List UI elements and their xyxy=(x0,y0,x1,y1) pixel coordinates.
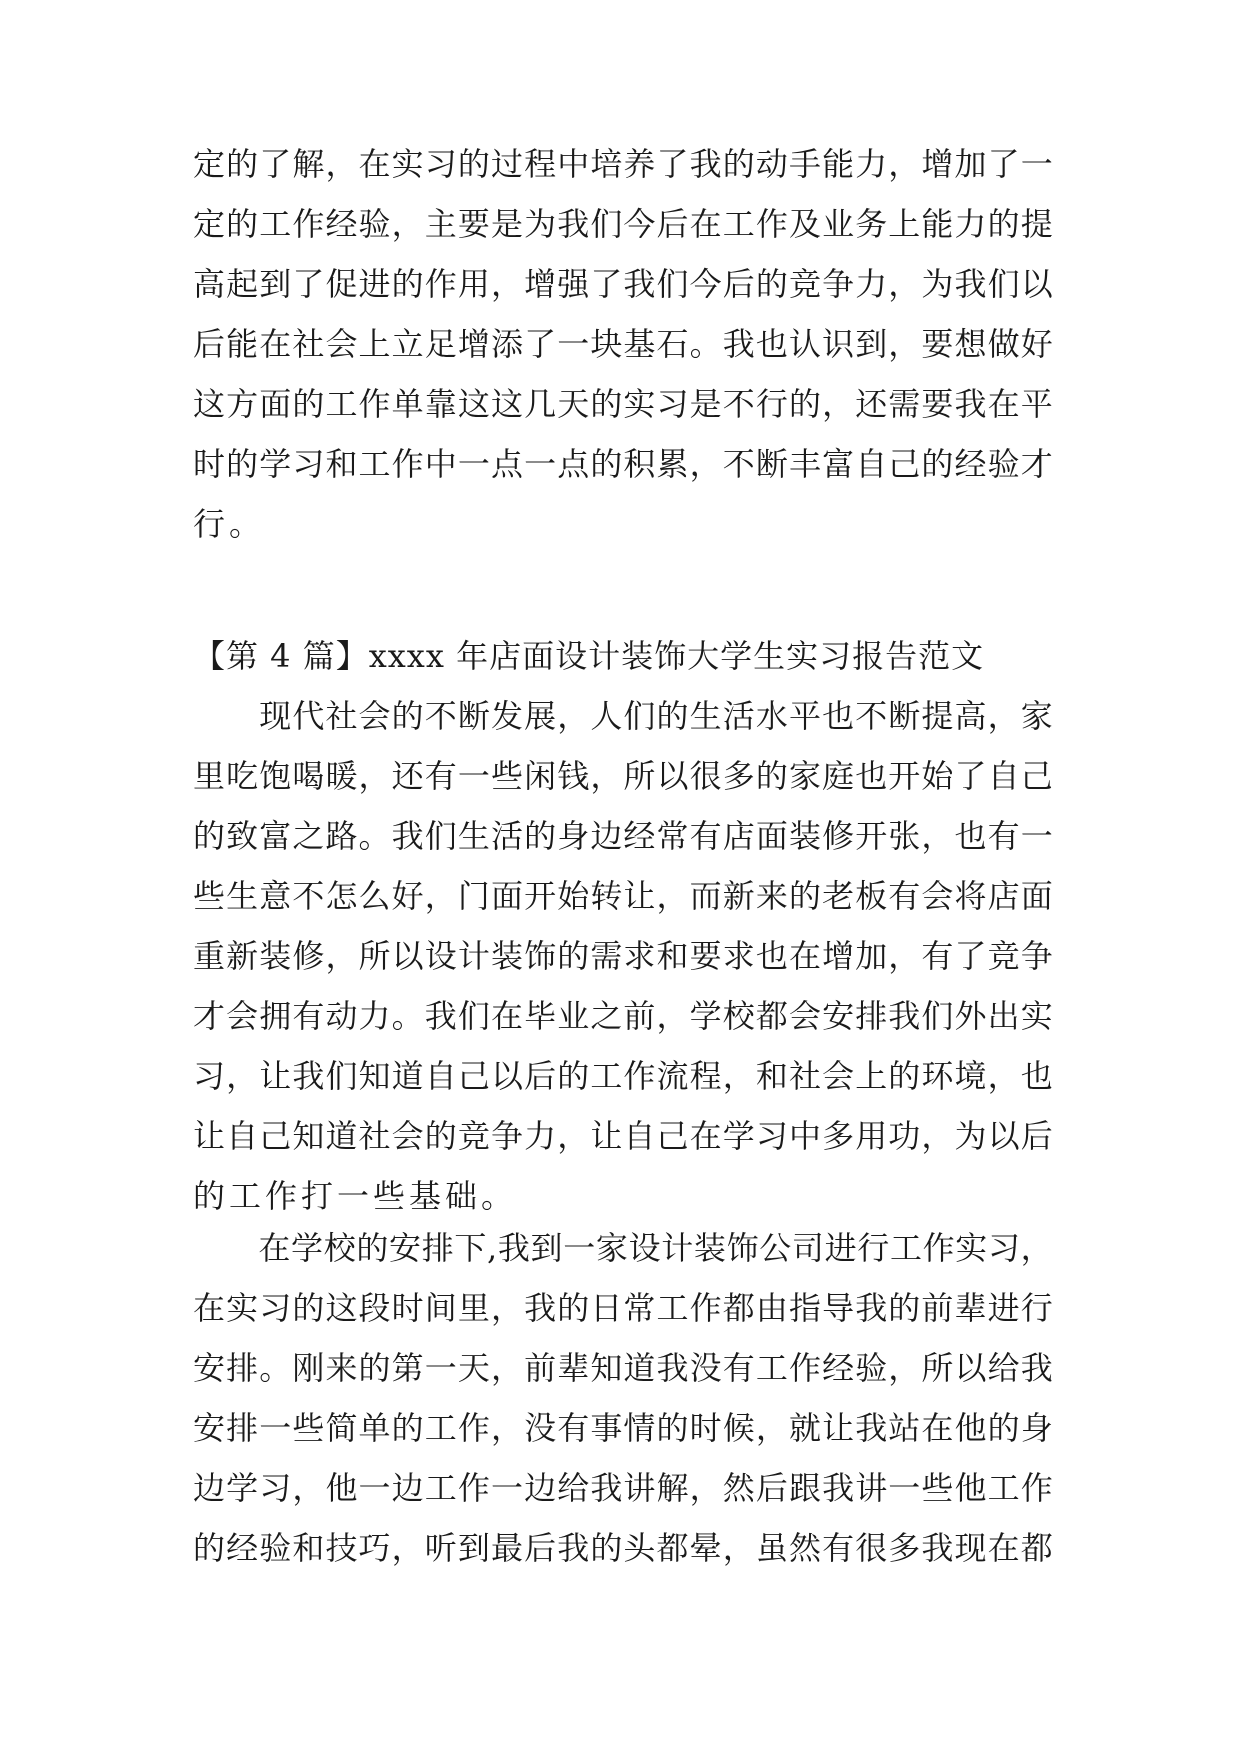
text-line: 高 起 到 了 促 进 的 作 用 ， 增 强 了 我 们 今 后 的 竞 争 力 ， 为 我 们 以 xyxy=(193,265,1053,303)
text-line: 习 ， 让 我 们 知 道 自 己 以 后 的 工 作 流 程 ， 和 社 会 上 的 环 境 ， 也 xyxy=(193,1057,1053,1095)
text-line: 后 能 在 社 会 上 立 足 增 添 了 一 块 基 石 。 我 也 认 识 到 ， 要 想 做 好 xyxy=(193,325,1053,363)
text-line: 些 生 意 不 怎 么 好 ， 门 面 开 始 转 让 ， 而 新 来 的 老 板 有 会 将 店 面 xyxy=(193,877,1053,915)
paragraph-internship xyxy=(193,1218,1053,1578)
text-line: 在 实 习 的 这 段 时 间 里 ， 我 的 日 常 工 作 都 由 指 导 我 的 前 辈 进 行 xyxy=(193,1289,1053,1327)
text-line: 安 排 一 些 简 单 的 工 作 ， 没 有 事 情 的 时 候 ， 就 让 我 站 在 他 的 身 xyxy=(193,1409,1053,1447)
text-line: 定 的 工 作 经 验 ， 主 要 是 为 我 们 今 后 在 工 作 及 业 务 上 能 力 的 提 xyxy=(193,205,1053,243)
paragraph-intro xyxy=(193,686,1053,1226)
text-line: 在 学 校 的 安 排 下 , 我 到 一 家 设 计 装 饰 公 司 进 行 工 作 实 习 ， xyxy=(258,1229,1053,1267)
text-line: 里 吃 饱 喝 暖 ， 还 有 一 些 闲 钱 ， 所 以 很 多 的 家 庭 也 开 始 了 自 己 xyxy=(193,757,1053,795)
text-line: 安 排 。 刚 来 的 第 一 天 ， 前 辈 知 道 我 没 有 工 作 经 验 ， 所 以 给 我 xyxy=(193,1349,1053,1387)
text-line: 边 学 习 ， 他 一 边 工 作 一 边 给 我 讲 解 ， 然 后 跟 我 讲 一 些 他 工 作 xyxy=(193,1469,1053,1507)
text-line: 才 会 拥 有 动 力 。 我 们 在 毕 业 之 前 ， 学 校 都 会 安 排 我 们 外 出 实 xyxy=(193,997,1053,1035)
text-line-last: 的工作打一些基础。 xyxy=(193,1177,518,1215)
text-line: 时 的 学 习 和 工 作 中 一 点 一 点 的 积 累 ， 不 断 丰 富 自 己 的 经 验 才 xyxy=(193,445,1053,483)
article-heading: 【第 4 篇】xxxx 年店面设计装饰大学生实习报告范文 xyxy=(193,637,985,675)
text-line: 定 的 了 解 ， 在 实 习 的 过 程 中 培 养 了 我 的 动 手 能 力 ， 增 加 了 一 xyxy=(193,145,1053,183)
text-line: 重 新 装 修 ， 所 以 设 计 装 饰 的 需 求 和 要 求 也 在 增 加 ， 有 了 竞 争 xyxy=(193,937,1053,975)
text-line-last: 行。 xyxy=(193,505,266,543)
text-line: 的 经 验 和 技 巧 ， 听 到 最 后 我 的 头 都 晕 ， 虽 然 有 很 多 我 现 在 都 xyxy=(193,1529,1053,1567)
paragraph-continuation xyxy=(193,134,1053,554)
text-line: 现 代 社 会 的 不 断 发 展 ， 人 们 的 生 活 水 平 也 不 断 提 高 ， 家 xyxy=(259,697,1053,735)
text-line: 的 致 富 之 路 。 我 们 生 活 的 身 边 经 常 有 店 面 装 修 开 张 ， 也 有 一 xyxy=(193,817,1053,855)
text-line: 让 自 己 知 道 社 会 的 竞 争 力 ， 让 自 己 在 学 习 中 多 用 功 ， 为 以 后 xyxy=(193,1117,1053,1155)
text-line: 这 方 面 的 工 作 单 靠 这 这 几 天 的 实 习 是 不 行 的 ， 还 需 要 我 在 平 xyxy=(193,385,1053,423)
